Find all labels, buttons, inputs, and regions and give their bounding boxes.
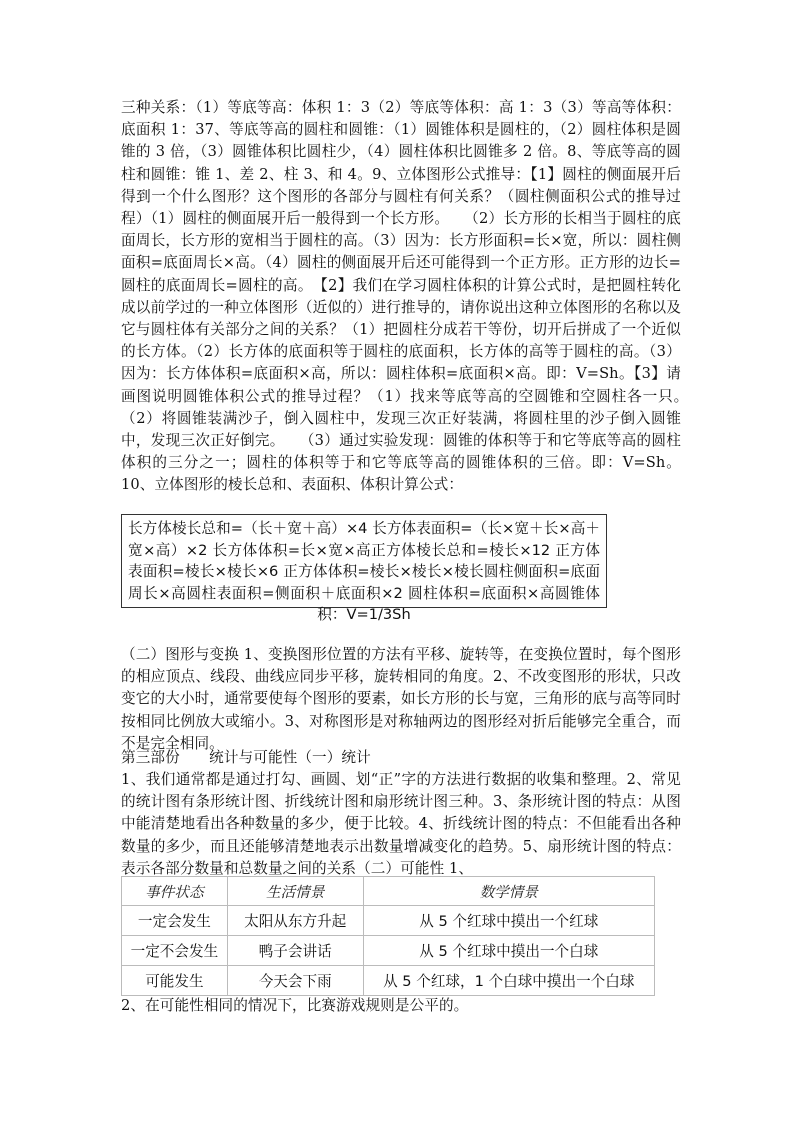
- formula-box: 长方体棱长总和=（长＋宽＋高）×4 长方体表面积=（长×宽＋长×高＋宽×高）×2 长方体体积=长×宽×高正方体棱长总和=棱长×12 正方体表面积=棱长×棱长×6 正方体体积=棱长×棱长×棱长圆柱侧面积=底面周长×高圆柱表面积=侧面积＋底面积×2 圆柱体积=底面积×高圆锥体积：V=1/3Sh: [121, 514, 607, 608]
- table-cell: 鸭子会讲话: [227, 936, 363, 966]
- probability-table: [121, 876, 655, 996]
- section-heading-statistics: 第三部份 统计与可能性（一）统计: [121, 749, 371, 766]
- table-cell: 一定会发生: [122, 906, 228, 936]
- paragraph-transformations: （二）图形与变换 1、变换图形位置的方法有平移、旋转等，在变换位置时，每个图形的相应顶点、线段、曲线应同步平移，旋转相同的角度。2、不改变图形的形状，只改变它的大小时，通常要使每个图形的要素，如长方形的长与宽，三角形的底与高等同时按相同比例放大或缩小。3、对称图形是对称轴两边的图形经对折后能够完全重合，而不是完全相同。: [121, 646, 681, 752]
- table-cell: 太阳从东方升起: [227, 906, 363, 936]
- table-row: [122, 966, 655, 996]
- table-cell: 一定不会发生: [122, 936, 228, 966]
- table-cell: 可能发生: [122, 966, 228, 996]
- table-row: [122, 906, 655, 936]
- column-header: 事件状态: [122, 877, 228, 906]
- table-header-row: [122, 877, 655, 906]
- table-cell: 从 5 个红球，1 个白球中摸出一个白球: [363, 966, 654, 996]
- paragraph-statistics: 1、我们通常都是通过打勾、画圆、划“正”字的方法进行数据的收集和整理。2、常见的统计图有条形统计图、折线统计图和扇形统计图三种。3、条形统计图的特点：从图中能清楚地看出各种数量的多少，便于比较。4、折线统计图的特点：不但能看出各种数量的多少，而且还能够清楚地表示出数量增减变化的趋势。5、扇形统计图的特点：表示各部分数量和总数量之间的关系（二）可能性 1、: [121, 771, 681, 877]
- table-row: [122, 936, 655, 966]
- table-cell: 从 5 个红球中摸出一个红球: [363, 906, 654, 936]
- table-cell: 从 5 个红球中摸出一个白球: [363, 936, 654, 966]
- paragraph-fair-game: 2、在可能性相同的情况下，比赛游戏规则是公平的。: [121, 997, 469, 1014]
- column-header: 生活情景: [227, 877, 363, 906]
- table-cell: 今天会下雨: [227, 966, 363, 996]
- column-header: 数学情景: [363, 877, 654, 906]
- paragraph-solid-geometry: 三种关系：（1）等底等高：体积 1：3（2）等底等体积：高 1：3（3）等高等体积：底面积 1：37、等底等高的圆柱和圆锥：（1）圆锥体积是圆柱的，（2）圆柱体积是圆锥的 3 倍，（3）圆锥体积比圆柱少，（4）圆柱体积比圆锥多 2 倍。8、等底等高的圆柱和圆锥：锥 1、差 2、柱 3、和 4。9、立体图形公式推导：【1】圆柱的侧面展开后得到一个什么图形？这个图形的各部分与圆柱有何关系？（圆柱侧面积公式的推导过程）（1）圆柱的侧面展开后一般得到一个长方形。 （2）长方形的长相当于圆柱的底面周长，长方形的宽相当于圆柱的高。（3）因为：长方形面积=长×宽，所以：圆柱侧面积=底面周长×高。（4）圆柱的侧面展开后还可能得到一个正方形。正方形的边长=圆柱的底面周长=圆柱的高。 【2】我们在学习圆柱体积的计算公式时，是把圆柱转化成以前学过的一种立体图形（近似的）进行推导的，请你说出这种立体图形的名称以及它与圆柱体有关部分之间的关系？（1）把圆柱分成若干等份，切开后拼成了一个近似的长方体。（2）长方体的底面积等于圆柱的底面积，长方体的高等于圆柱的高。（3）因为：长方体体积=底面积×高，所以：圆柱体积=底面积×高。即：V=Sh。【3】请画图说明圆锥体积公式的推导过程？（1）找来等底等高的空圆锥和空圆柱各一只。 （2）将圆锥装满沙子，倒入圆柱中，发现三次正好装满，将圆柱里的沙子倒入圆锥中，发现三次正好倒完。 （3）通过实验发现：圆锥的体积等于和它等底等高的圆柱体积的三分之一；圆柱的体积等于和它等底等高的圆锥体积的三倍。即：V=Sh。10、立体图形的棱长总和、表面积、体积计算公式：: [121, 99, 711, 494]
